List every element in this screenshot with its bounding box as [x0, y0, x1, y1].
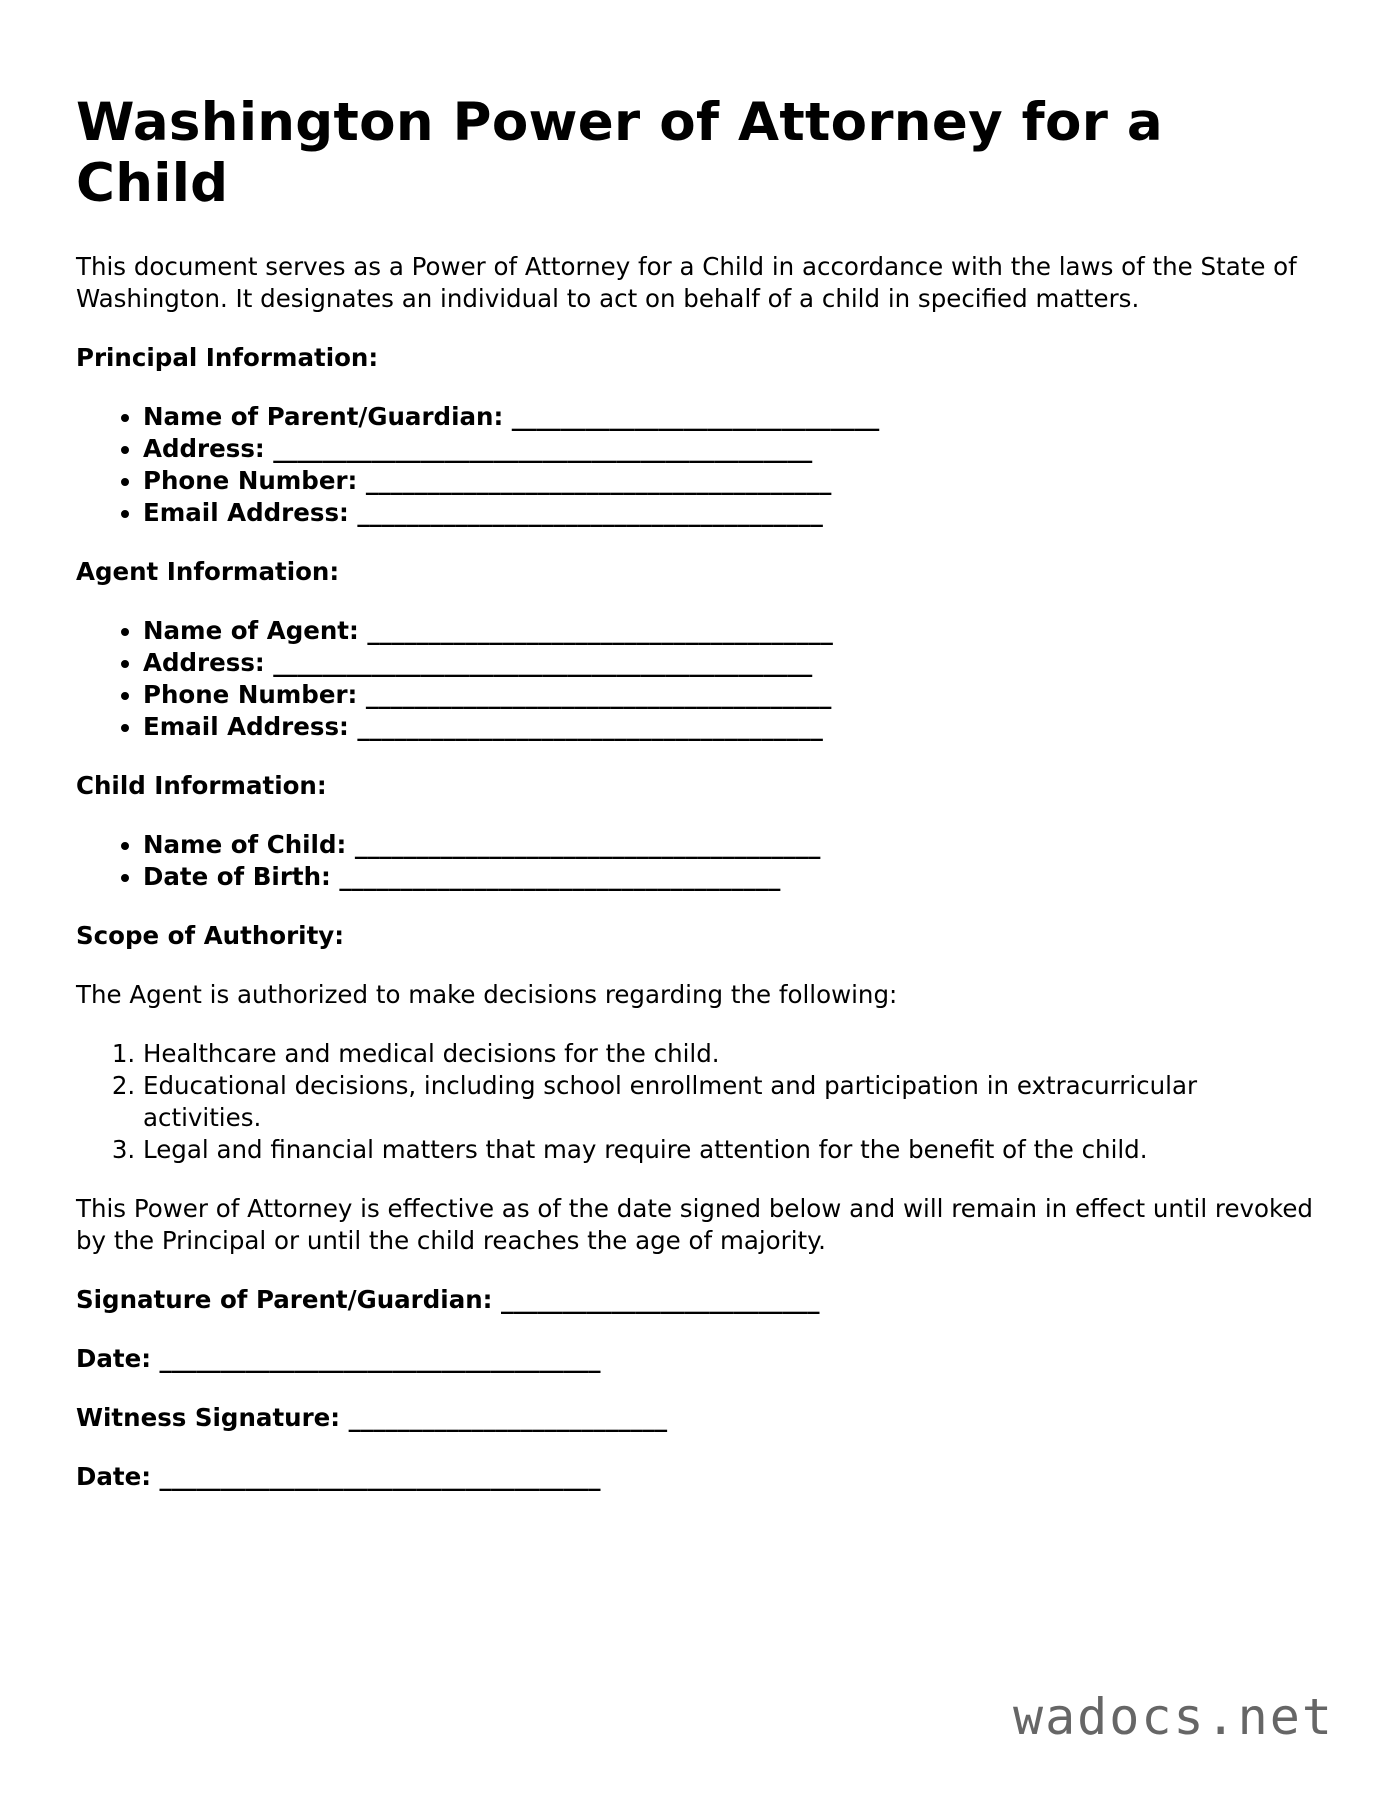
agent-heading: Agent Information:: [76, 557, 340, 586]
document-title: Washington Power of Attorney for a Child: [76, 92, 1163, 214]
witness-date-line: Date: ____________________________________: [76, 1462, 601, 1491]
principal-name-field: • Name of Parent/Guardian: ______________________________: [143, 401, 1316, 433]
witness-signature-line: Witness Signature: __________________________: [76, 1403, 668, 1432]
document-page: [76, 92, 1316, 1520]
scope-list: [76, 1038, 1316, 1166]
principal-phone-field: • Phone Number: ______________________________________: [143, 465, 1316, 497]
principal-email-field: • Email Address: ______________________________________: [143, 497, 1316, 529]
scope-item-education: 2. Educational decisions, including school enrollment and participation in extracurricular activities.: [143, 1070, 1316, 1134]
child-list: [76, 829, 1316, 893]
principal-address-field: • Address: ____________________________________________: [143, 433, 1316, 465]
watermark: wadocs.net: [1012, 1688, 1334, 1746]
parent-date-line: Date: ____________________________________: [76, 1344, 601, 1373]
agent-address-field: • Address: ____________________________________________: [143, 647, 1316, 679]
principal-heading: Principal Information:: [76, 343, 379, 372]
agent-list: [76, 615, 1316, 743]
effective-paragraph: This Power of Attorney is effective as of the date signed below and will remain in effect until revoked by the Principal or until the child reaches the age of majority.: [76, 1194, 1313, 1255]
parent-signature-line: Signature of Parent/Guardian: __________________________: [76, 1285, 820, 1314]
scope-item-legal: 3. Legal and financial matters that may require attention for the benefit of the child.: [143, 1134, 1316, 1166]
scope-item-healthcare: 1. Healthcare and medical decisions for the child.: [143, 1038, 1316, 1070]
child-heading: Child Information:: [76, 771, 327, 800]
child-dob-field: • Date of Birth: ____________________________________: [143, 861, 1316, 893]
agent-phone-field: • Phone Number: ______________________________________: [143, 679, 1316, 711]
principal-list: [76, 401, 1316, 529]
agent-email-field: • Email Address: ______________________________________: [143, 711, 1316, 743]
scope-lead: The Agent is authorized to make decisions regarding the following:: [76, 980, 898, 1009]
scope-heading: Scope of Authority:: [76, 921, 345, 950]
child-name-field: • Name of Child: ______________________________________: [143, 829, 1316, 861]
intro-paragraph: This document serves as a Power of Attorney for a Child in accordance with the laws of the State of Washington. It designates an individual to act on behalf of a child in specified matters.: [76, 252, 1297, 313]
agent-name-field: • Name of Agent: ______________________________________: [143, 615, 1316, 647]
